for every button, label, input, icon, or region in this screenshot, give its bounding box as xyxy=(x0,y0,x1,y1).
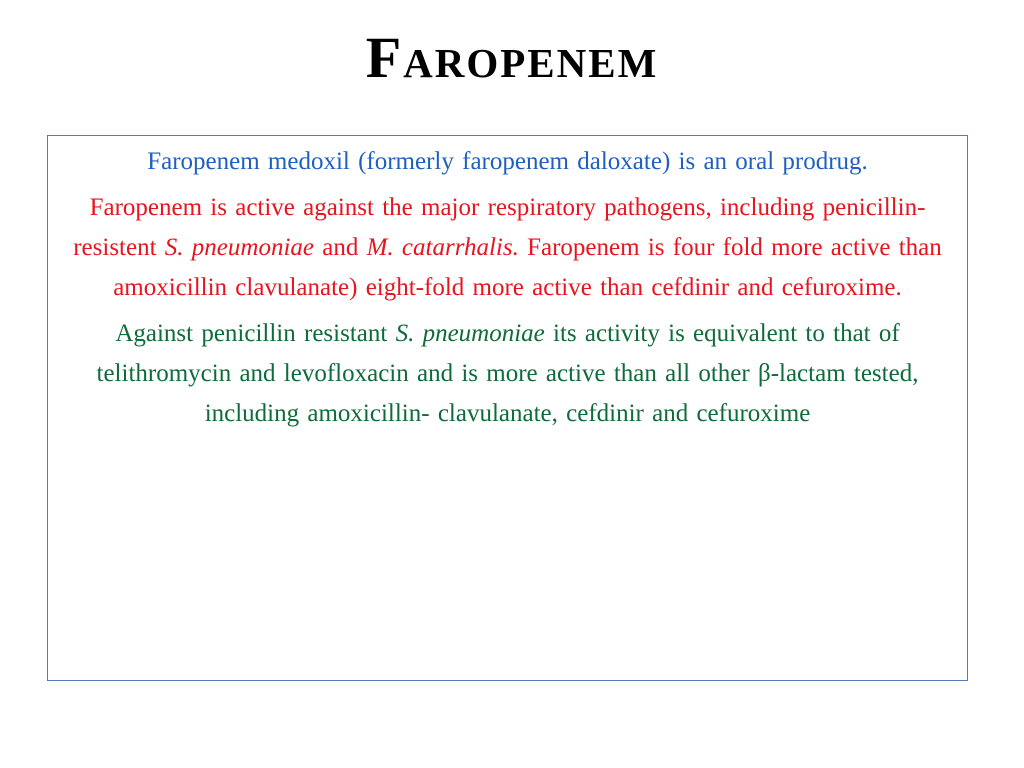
paragraph-activity xyxy=(70,188,945,308)
paragraph-resistance xyxy=(70,314,945,434)
paragraph-resistance-start: Against penicillin resistant xyxy=(115,320,396,347)
paragraph-resistance-rest: its activity is equivalent to that of telithromycin and levofloxacin and is more active than all other β-lactam tested, including amoxicillin- clavulanate, cefdinir and cefuroxime xyxy=(96,320,919,427)
paragraph-activity-text-2: Faropenem is four fold more active than amoxicillin clavulanate) eight-fold more active than cefdinir and cefuroxime. xyxy=(113,234,942,301)
slide-title: Faropenem xyxy=(365,25,659,90)
organism-m-catarrhalis: M. catarrhalis. xyxy=(366,234,519,261)
paragraph-prodrug xyxy=(70,142,945,182)
paragraph-activity-and: and xyxy=(314,234,367,261)
content-box xyxy=(47,135,968,681)
organism-s-pneumoniae: S. pneumoniae xyxy=(164,234,314,261)
paragraph-prodrug-text: Faropenem medoxil (formerly faropenem daloxate) is an oral prodrug. xyxy=(147,148,868,175)
organism-s-pneumoniae-2: S. pneumoniae xyxy=(395,320,545,347)
paragraph-activity-text-1: Faropenem is active against the major respiratory pathogens, including penicillin-resistent xyxy=(73,194,926,261)
